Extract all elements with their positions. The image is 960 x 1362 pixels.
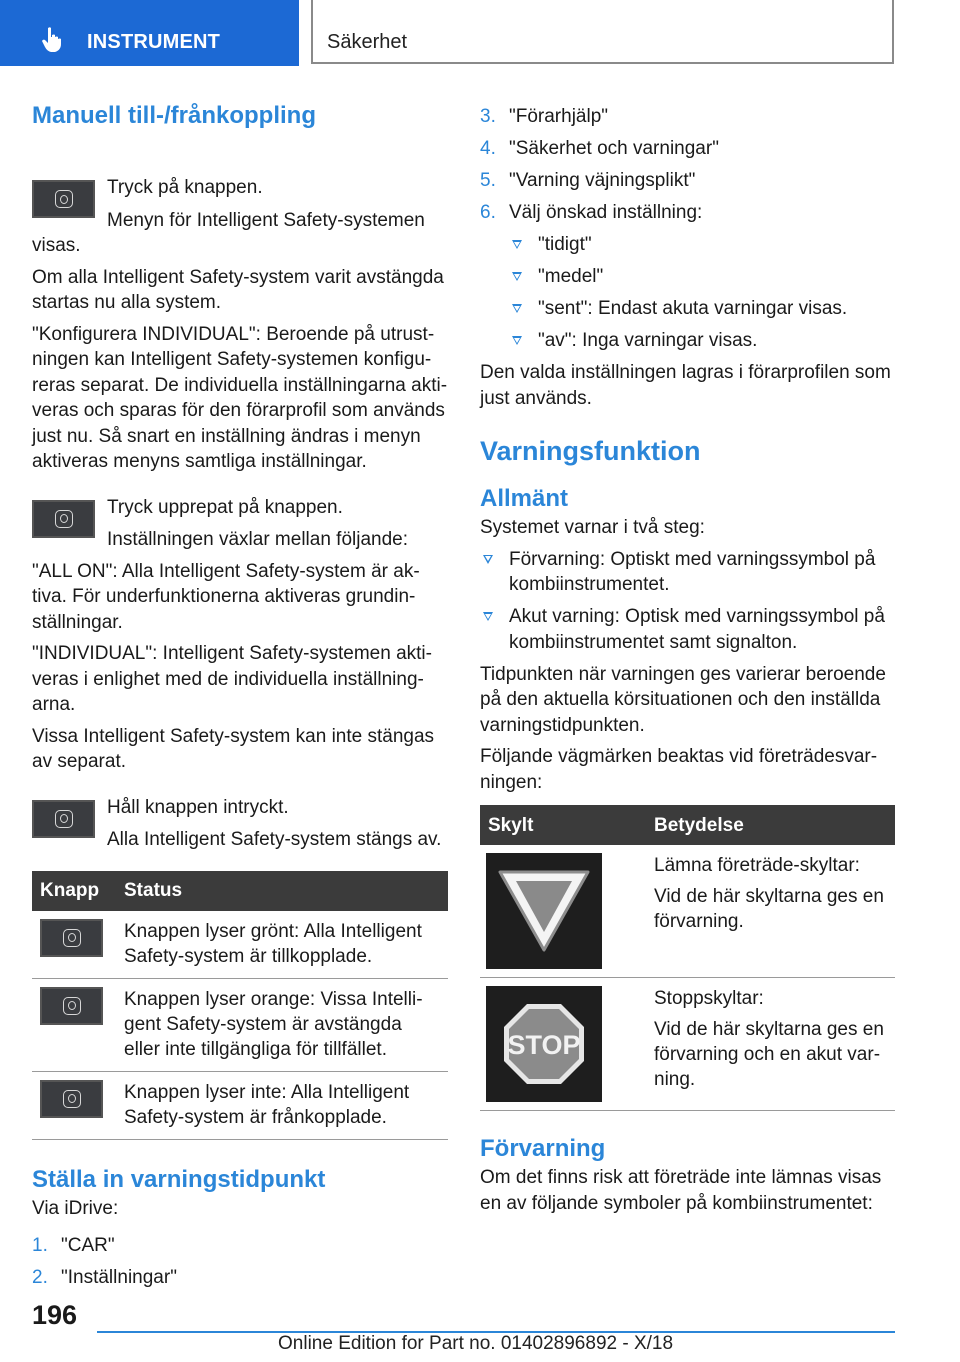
table-header-betydelse: Betydelse [646,805,895,845]
paragraph: "ALL ON": Alla Intelligent Safety-system är aktiva. För underfunktionerna aktiveras grundinställningar. [32,560,420,633]
page-number: 196 [32,1300,78,1330]
right-column [480,104,895,1222]
list-item: Förvarning: Optiskt med varningssymbol på kombiinstrumentet. [480,547,895,598]
stop-sign-icon [486,986,602,1102]
table-row [32,1071,448,1139]
paragraph: "Konfigurera INDIVIDUAL": Beroende på utrustningen kan Intelligent Safety-systemen konfigureras separat. De individuella inställningarna aktiveras och sparas för den förarprofil som används just nu. Så snart en inställning ändras i menyn aktiveras menyns samtliga inställningar. [32,323,448,472]
instruction-text: Håll knappen intryckt. [107,796,289,818]
triangle-bullet-icon [512,336,522,345]
paragraph: Om det finns risk att företräde inte lämnas visas en av följande symboler på kombiinstrumentet: [480,1167,882,1214]
table-row [32,978,448,1071]
paragraph: Vissa Intelligent Safety-system kan inte stängas av separat. [32,725,435,772]
heading-allmant: Allmänt [480,485,569,512]
paragraph: Tidpunkten när varningen ges varierar beroende på den aktuella körsituationen och den inställda varningstidpunkten. [480,663,886,736]
stop-sign-text: STOP [507,1030,581,1060]
options-list [480,232,895,354]
sign-description: Vid de här skyltarna ges en förvarning och en akut varning. [654,1019,884,1090]
paragraph: Om alla Intelligent Safety-system varit avstängda startas nu alla system. [32,266,444,313]
table-header-knapp: Knapp [32,871,116,911]
list-item: 5. "Varning väjningsplikt" [480,170,696,191]
list-item: 1. "CAR" [32,1235,115,1256]
instruction-text: Tryck upprepat på knappen. [107,496,343,518]
chapter-title: INSTRUMENT [87,31,221,53]
triangle-bullet-icon [483,612,493,621]
triangle-bullet-icon [512,272,522,281]
safety-button-icon [32,500,95,538]
paragraph: Via iDrive: [32,1197,119,1219]
table-row [480,978,895,1111]
sign-table [480,805,895,1111]
button-status-table [32,871,448,1140]
list-item: Akut varning: Optisk med varningssymbol på kombiinstrumentet samt signalton. [480,604,895,655]
paragraph: Systemet varnar i två steg: [480,517,705,538]
button-instruction-3 [32,795,448,821]
chapter-tab [0,0,299,66]
yield-sign-icon [486,853,602,969]
heading-manual: Manuell till-/frånkoppling [32,102,316,129]
heading-varningsfunktion: Varningsfunktion [480,436,701,466]
hand-pointer-icon [40,26,64,52]
steps-list [32,1233,448,1291]
list-item: 3. "Förarhjälp" [480,106,609,127]
button-instruction-1 [32,175,448,201]
table-header-status: Status [116,871,448,911]
section-title: Säkerhet [327,31,408,53]
table-row [480,845,895,978]
list-item: 4. "Säkerhet och varningar" [480,138,719,159]
paragraph: Den valda inställningen lagras i förarprofilen som just används. [480,362,891,409]
sign-description: Vid de här skyltarna ges en förvarning. [654,886,884,932]
heading-forvarning: Förvarning [480,1135,606,1162]
sign-title: Stoppskyltar: [654,988,764,1009]
safety-button-orange-icon [40,987,103,1025]
edition-text: Online Edition for Part no. 01402896892 - X/18 [278,1333,674,1354]
safety-button-icon [32,180,95,218]
triangle-bullet-icon [512,240,522,249]
sign-title: Lämna företräde-skyltar: [654,855,860,876]
safety-button-off-icon [40,1080,103,1118]
button-instruction-2 [32,495,448,521]
triangle-bullet-icon [483,555,493,564]
safety-button-icon [32,800,95,838]
list-item: "medel" [480,264,895,290]
instruction-text: Tryck på knappen. [107,177,263,198]
safety-button-green-icon [40,919,103,957]
list-item: "tidigt" [480,232,895,258]
heading-stalla: Ställa in varningstidpunkt [32,1165,326,1193]
left-column [32,100,448,1297]
section-header [311,0,894,64]
instruction-text: Alla Intelligent Safety-system stängs av. [107,829,442,850]
list-item: "sent": Endast akuta varningar visas. [480,296,895,322]
list-item: 2. "Inställningar" [32,1267,177,1288]
list-item: 6. Välj önskad inställning: [480,202,703,223]
status-text: Knappen lyser grönt: Alla Intelligent Safety-system är tillkopplade. [116,911,448,979]
steps-list [480,104,895,226]
paragraph: "INDIVIDUAL": Intelligent Safety-systemen aktiveras i enlighet med de individuella inställningarna. [32,643,432,715]
paragraph: Följande vägmärken beaktas vid företrädesvarningen: [480,746,878,793]
status-text: Knappen lyser inte: Alla Intelligent Safety-system är frånkopplade. [116,1071,448,1139]
table-header-skylt: Skylt [480,805,646,845]
instruction-text: Menyn för Intelligent Safety-systemen visas. [32,209,425,256]
triangle-bullet-icon [512,304,522,313]
status-text: Knappen lyser orange: Vissa Intelligent Safety-system är avstängda eller inte tillgängliga för tillfället. [116,978,448,1071]
warning-stages-list [480,547,895,656]
table-row [32,911,448,979]
list-item: "av": Inga varningar visas. [480,328,895,354]
instruction-text: Inställningen växlar mellan följande: [107,529,409,550]
